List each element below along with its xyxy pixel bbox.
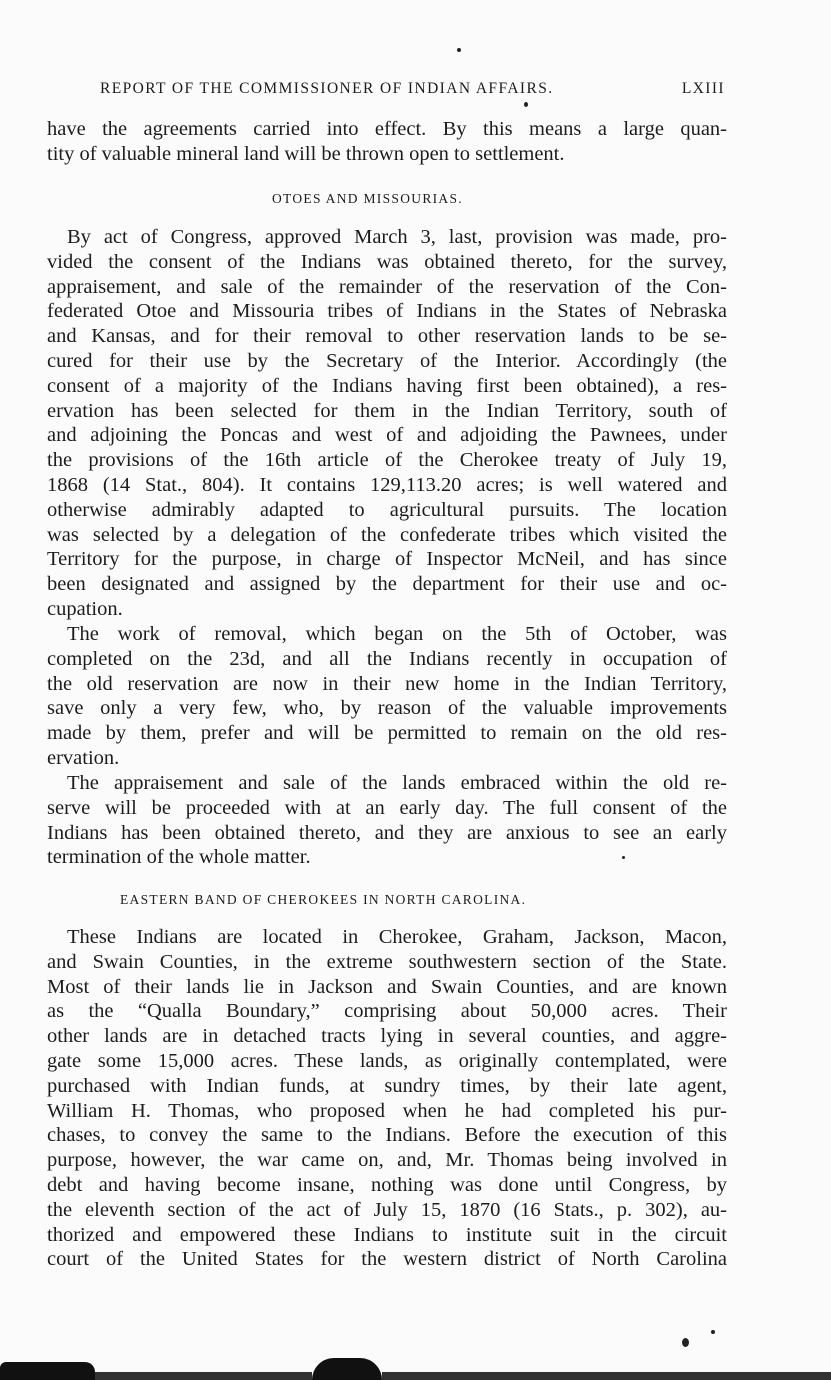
text-line: federated Otoe and Missouria tribes of Indians in the States of Nebraska <box>47 300 727 323</box>
text-line: otherwise admirably adapted to agricultural pursuits. The location <box>47 498 727 521</box>
text-line: The work of removal, which began on the 5th of October, was <box>67 623 727 645</box>
text-line: save only a very few, who, by reason of the valuable improvements <box>47 697 727 720</box>
text-line: completed on the 23d, and all the Indians recently in occupation of <box>47 647 727 670</box>
section-heading-cherokees: EASTERN BAND OF CHEROKEES IN NORTH CAROLINA. <box>120 892 527 907</box>
scan-speck <box>524 102 528 107</box>
text-line: the provisions of the 16th article of the Cherokee treaty of July 19, <box>47 449 727 472</box>
page-number: LXIII <box>681 80 725 97</box>
text-line: Indians has been obtained thereto, and they are anxious to see an early <box>47 821 727 844</box>
text-line: cured for their use by the Secretary of the Interior. Accordingly (the <box>47 349 727 372</box>
text-line: gate some 15,000 acres. These lands, as originally contemplated, were <box>47 1049 727 1072</box>
text-line: William H. Thomas, who proposed when he had completed his pur- <box>47 1099 727 1122</box>
text-line: was selected by a delegation of the confederate tribes which visited the <box>47 523 727 546</box>
otoes-paragraph-2 <box>47 622 727 771</box>
scan-smudge <box>382 1372 831 1380</box>
text-line: purchased with Indian funds, at sundry times, by their late agent, <box>47 1074 727 1097</box>
scan-smudge <box>312 1358 382 1380</box>
scan-speck <box>711 1330 715 1334</box>
text-line: ervation has been selected for them in the Indian Territory, south of <box>47 399 727 422</box>
intro-paragraph <box>47 117 727 167</box>
text-line: These Indians are located in Cherokee, Graham, Jackson, Macon, <box>67 926 727 948</box>
scan-speck <box>622 856 625 859</box>
text-line: By act of Congress, approved March 3, last, provision was made, pro- <box>67 226 727 248</box>
scan-smudge <box>0 1362 95 1380</box>
section-heading-otoes: OTOES AND MISSOURIAS. <box>272 191 463 206</box>
text-line: thorized and empowered these Indians to institute suit in the circuit <box>47 1223 727 1246</box>
text-line: and Kansas, and for their removal to other reservation lands to be se- <box>47 325 727 348</box>
text-line: other lands are in detached tracts lying in several counties, and aggre- <box>47 1025 727 1048</box>
scan-speck <box>682 1338 689 1347</box>
otoes-paragraph-1 <box>47 225 727 622</box>
text-line: been designated and assigned by the department for their use and oc- <box>47 573 727 596</box>
text-line: purpose, however, the war came on, and, Mr. Thomas being involved in <box>47 1149 727 1172</box>
text-line: have the agreements carried into effect. By this means a large quan- <box>47 118 727 140</box>
text-line: Territory for the purpose, in charge of Inspector McNeil, and has since <box>47 548 727 571</box>
text-line: ervation. <box>47 746 120 769</box>
text-line: the eleventh section of the act of July 15, 1870 (16 Stats., p. 302), au- <box>47 1198 727 1221</box>
otoes-paragraph-3 <box>47 771 727 870</box>
running-head-title: REPORT OF THE COMMISSIONER OF INDIAN AFFAIRS. <box>100 80 554 97</box>
text-line: tity of valuable mineral land will be thrown open to settlement. <box>47 142 565 165</box>
text-line: The appraisement and sale of the lands embraced within the old re- <box>67 772 727 794</box>
text-line: chases, to convey the same to the Indians. Before the execution of this <box>47 1124 727 1147</box>
text-line: and adjoining the Poncas and west of and adjoiding the Pawnees, under <box>47 424 727 447</box>
text-line: serve will be proceeded with at an early day. The full consent of the <box>47 796 727 819</box>
text-line: appraisement, and sale of the remainder of the reservation of the Con- <box>47 275 727 298</box>
text-line: the old reservation are now in their new home in the Indian Territory, <box>47 672 727 695</box>
text-line: cupation. <box>47 597 123 620</box>
text-line: made by them, prefer and will be permitted to remain on the old res- <box>47 722 727 745</box>
running-head <box>100 80 725 98</box>
cherokees-paragraph-1 <box>47 925 727 1272</box>
text-line: termination of the whole matter. <box>47 846 311 869</box>
text-line: debt and having become insane, nothing was done until Congress, by <box>47 1173 727 1196</box>
text-line: 1868 (14 Stat., 804). It contains 129,113.20 acres; is well watered and <box>47 473 727 496</box>
text-line: court of the United States for the western district of North Carolina <box>47 1248 727 1271</box>
text-line: and Swain Counties, in the extreme southwestern section of the State. <box>47 950 727 973</box>
text-line: consent of a majority of the Indians having first been obtained), a res- <box>47 374 727 397</box>
scan-smudge <box>95 1372 312 1380</box>
text-line: vided the consent of the Indians was obtained thereto, for the survey, <box>47 250 727 273</box>
text-line: as the “Qualla Boundary,” comprising about 50,000 acres. Their <box>47 1000 727 1023</box>
text-line: Most of their lands lie in Jackson and Swain Counties, and are known <box>47 975 727 998</box>
scan-speck <box>457 48 461 52</box>
